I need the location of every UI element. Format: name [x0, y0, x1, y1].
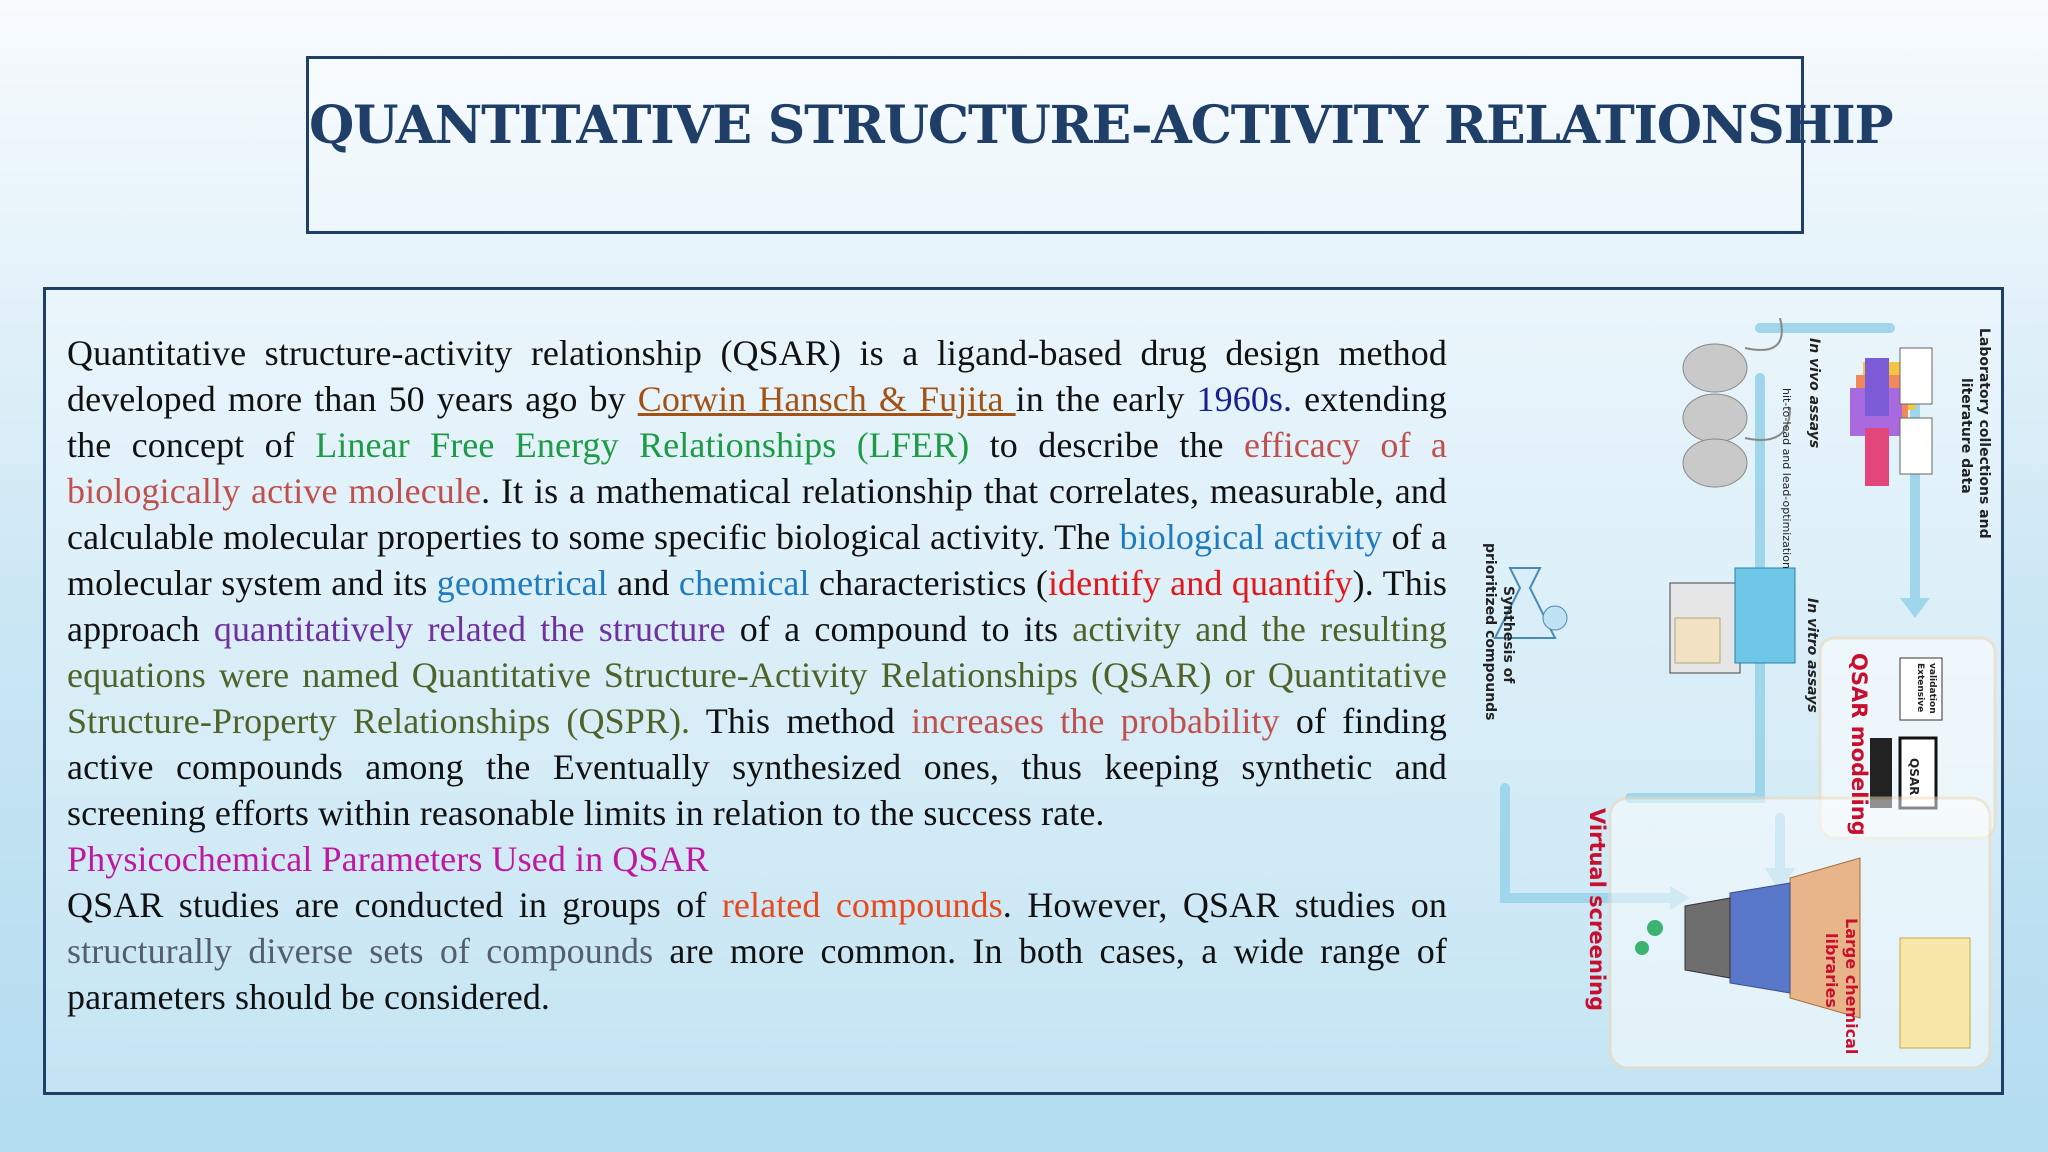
subheading: Physicochemical Parameters Used in QSAR — [67, 839, 709, 879]
card-white-1 — [1900, 348, 1932, 404]
workflow-diagram — [1460, 318, 2000, 1078]
paragraph-parameters — [67, 882, 1447, 1020]
qsar-workflow-figure — [1460, 318, 2000, 1078]
text-run: of a molecular system and its — [67, 517, 1448, 603]
arrow-head-down — [1900, 598, 1930, 618]
virtual-screening-box — [1610, 798, 1990, 1068]
label-validation: validation — [1927, 663, 1937, 714]
qsar-qspr-highlight: activity and the resulting equations were named Quantitative Structure-Activity Relationships (QSAR) or Quantitative Structure-Property Relationships (QSPR). — [67, 609, 1448, 741]
plate-2 — [1735, 568, 1795, 663]
label-literature: literature data — [1958, 378, 1974, 494]
label-qsar-modeling: QSAR modeling — [1847, 653, 1871, 836]
label-in-vitro: In vitro assays — [1804, 598, 1820, 713]
label-lab-collections: Laboratory collections and — [1976, 328, 1992, 539]
identify-highlight: identify and quantify — [1047, 563, 1353, 603]
text-run: to describe the — [969, 425, 1244, 465]
text-run: . It is a mathematical relationship that correlates, measurable, and calculable molecular properties to some specific biological activity. The — [67, 471, 1447, 557]
probability-highlight: increases the probability — [911, 701, 1280, 741]
mouse-tail — [1745, 318, 1782, 350]
text-run: QSAR studies are conducted in groups of — [67, 885, 722, 925]
related-highlight: related compounds — [721, 885, 1003, 925]
chemical-highlight: chemical — [678, 563, 810, 603]
title-box — [306, 56, 1893, 234]
lfer-highlight: Linear Free Energy Relationships (LFER) — [315, 425, 970, 465]
label-qsar: QSAR — [1907, 758, 1921, 796]
quantitative-highlight: quantitatively related the structure — [213, 609, 726, 649]
text-run: of finding active compounds among the Eventually synthesized ones, thus keeping synthetic and screening efforts within reasonable limits in relation to the success rate. — [67, 701, 1447, 833]
mouse-2 — [1683, 394, 1747, 442]
text-run: are more common. In both cases, a wide range of parameters should be considered. — [67, 931, 1447, 1017]
plate-grid — [1675, 618, 1720, 663]
hit-dot — [1635, 941, 1649, 955]
library-stack — [1900, 938, 1970, 1048]
mice-icon — [1683, 318, 1790, 487]
label-synthesis: Synthesis of — [1500, 586, 1516, 684]
card-leishmania — [1865, 428, 1889, 486]
efficacy-highlight: efficacy of a biologically active molecule — [67, 425, 1448, 511]
mouse-3 — [1683, 439, 1747, 487]
funnel-narrow — [1685, 898, 1730, 978]
card-white-2 — [1900, 418, 1932, 474]
text-run: in the early — [1015, 379, 1197, 419]
text-run: characteristics ( — [809, 563, 1048, 603]
paragraph-intro — [67, 330, 1447, 836]
page-title: QUANTITATIVE STRUCTURE-ACTIVITY RELATIONSHIP — [309, 95, 1893, 156]
mouse-1 — [1683, 344, 1747, 392]
assay-plates-icon — [1670, 568, 1795, 673]
text-run: extending the concept of — [67, 379, 1448, 465]
text-run: and — [607, 563, 679, 603]
flask-bubble — [1543, 606, 1567, 630]
geometrical-highlight: geometrical — [436, 563, 608, 603]
funnel-mid — [1730, 883, 1790, 993]
card-schistosoma — [1865, 358, 1889, 416]
label-large-chemical: Large chemical — [1842, 918, 1861, 1055]
bio-activity-highlight: biological activity — [1119, 517, 1383, 557]
text-run: . However, QSAR studies on — [1002, 885, 1447, 925]
hit-dot — [1647, 920, 1663, 936]
label-virtual-screening: Virtual screening — [1585, 808, 1609, 1012]
diverse-highlight: structurally diverse sets of compounds — [67, 931, 654, 971]
text-run: This method — [690, 701, 912, 741]
label-prioritized: prioritized compounds — [1482, 543, 1498, 721]
authors-link[interactable]: Corwin Hansch & Fujita — [637, 379, 1016, 419]
label-hit-to-lead: hit-to-lead and lead-optimization — [1780, 388, 1793, 569]
label-libraries: libraries — [1822, 933, 1841, 1008]
text-run: Quantitative structure-activity relationship (QSAR) is a ligand-based drug design method developed more than 50 years ago by — [67, 333, 1447, 419]
body-text — [67, 330, 1447, 1020]
year-highlight: 1960s. — [1196, 379, 1293, 419]
label-extensive: Extensive — [1915, 663, 1925, 713]
label-in-vivo: In vivo assays — [1806, 338, 1822, 449]
text-run: ). This approach — [67, 563, 1448, 649]
text-run: of a compound to its — [725, 609, 1073, 649]
